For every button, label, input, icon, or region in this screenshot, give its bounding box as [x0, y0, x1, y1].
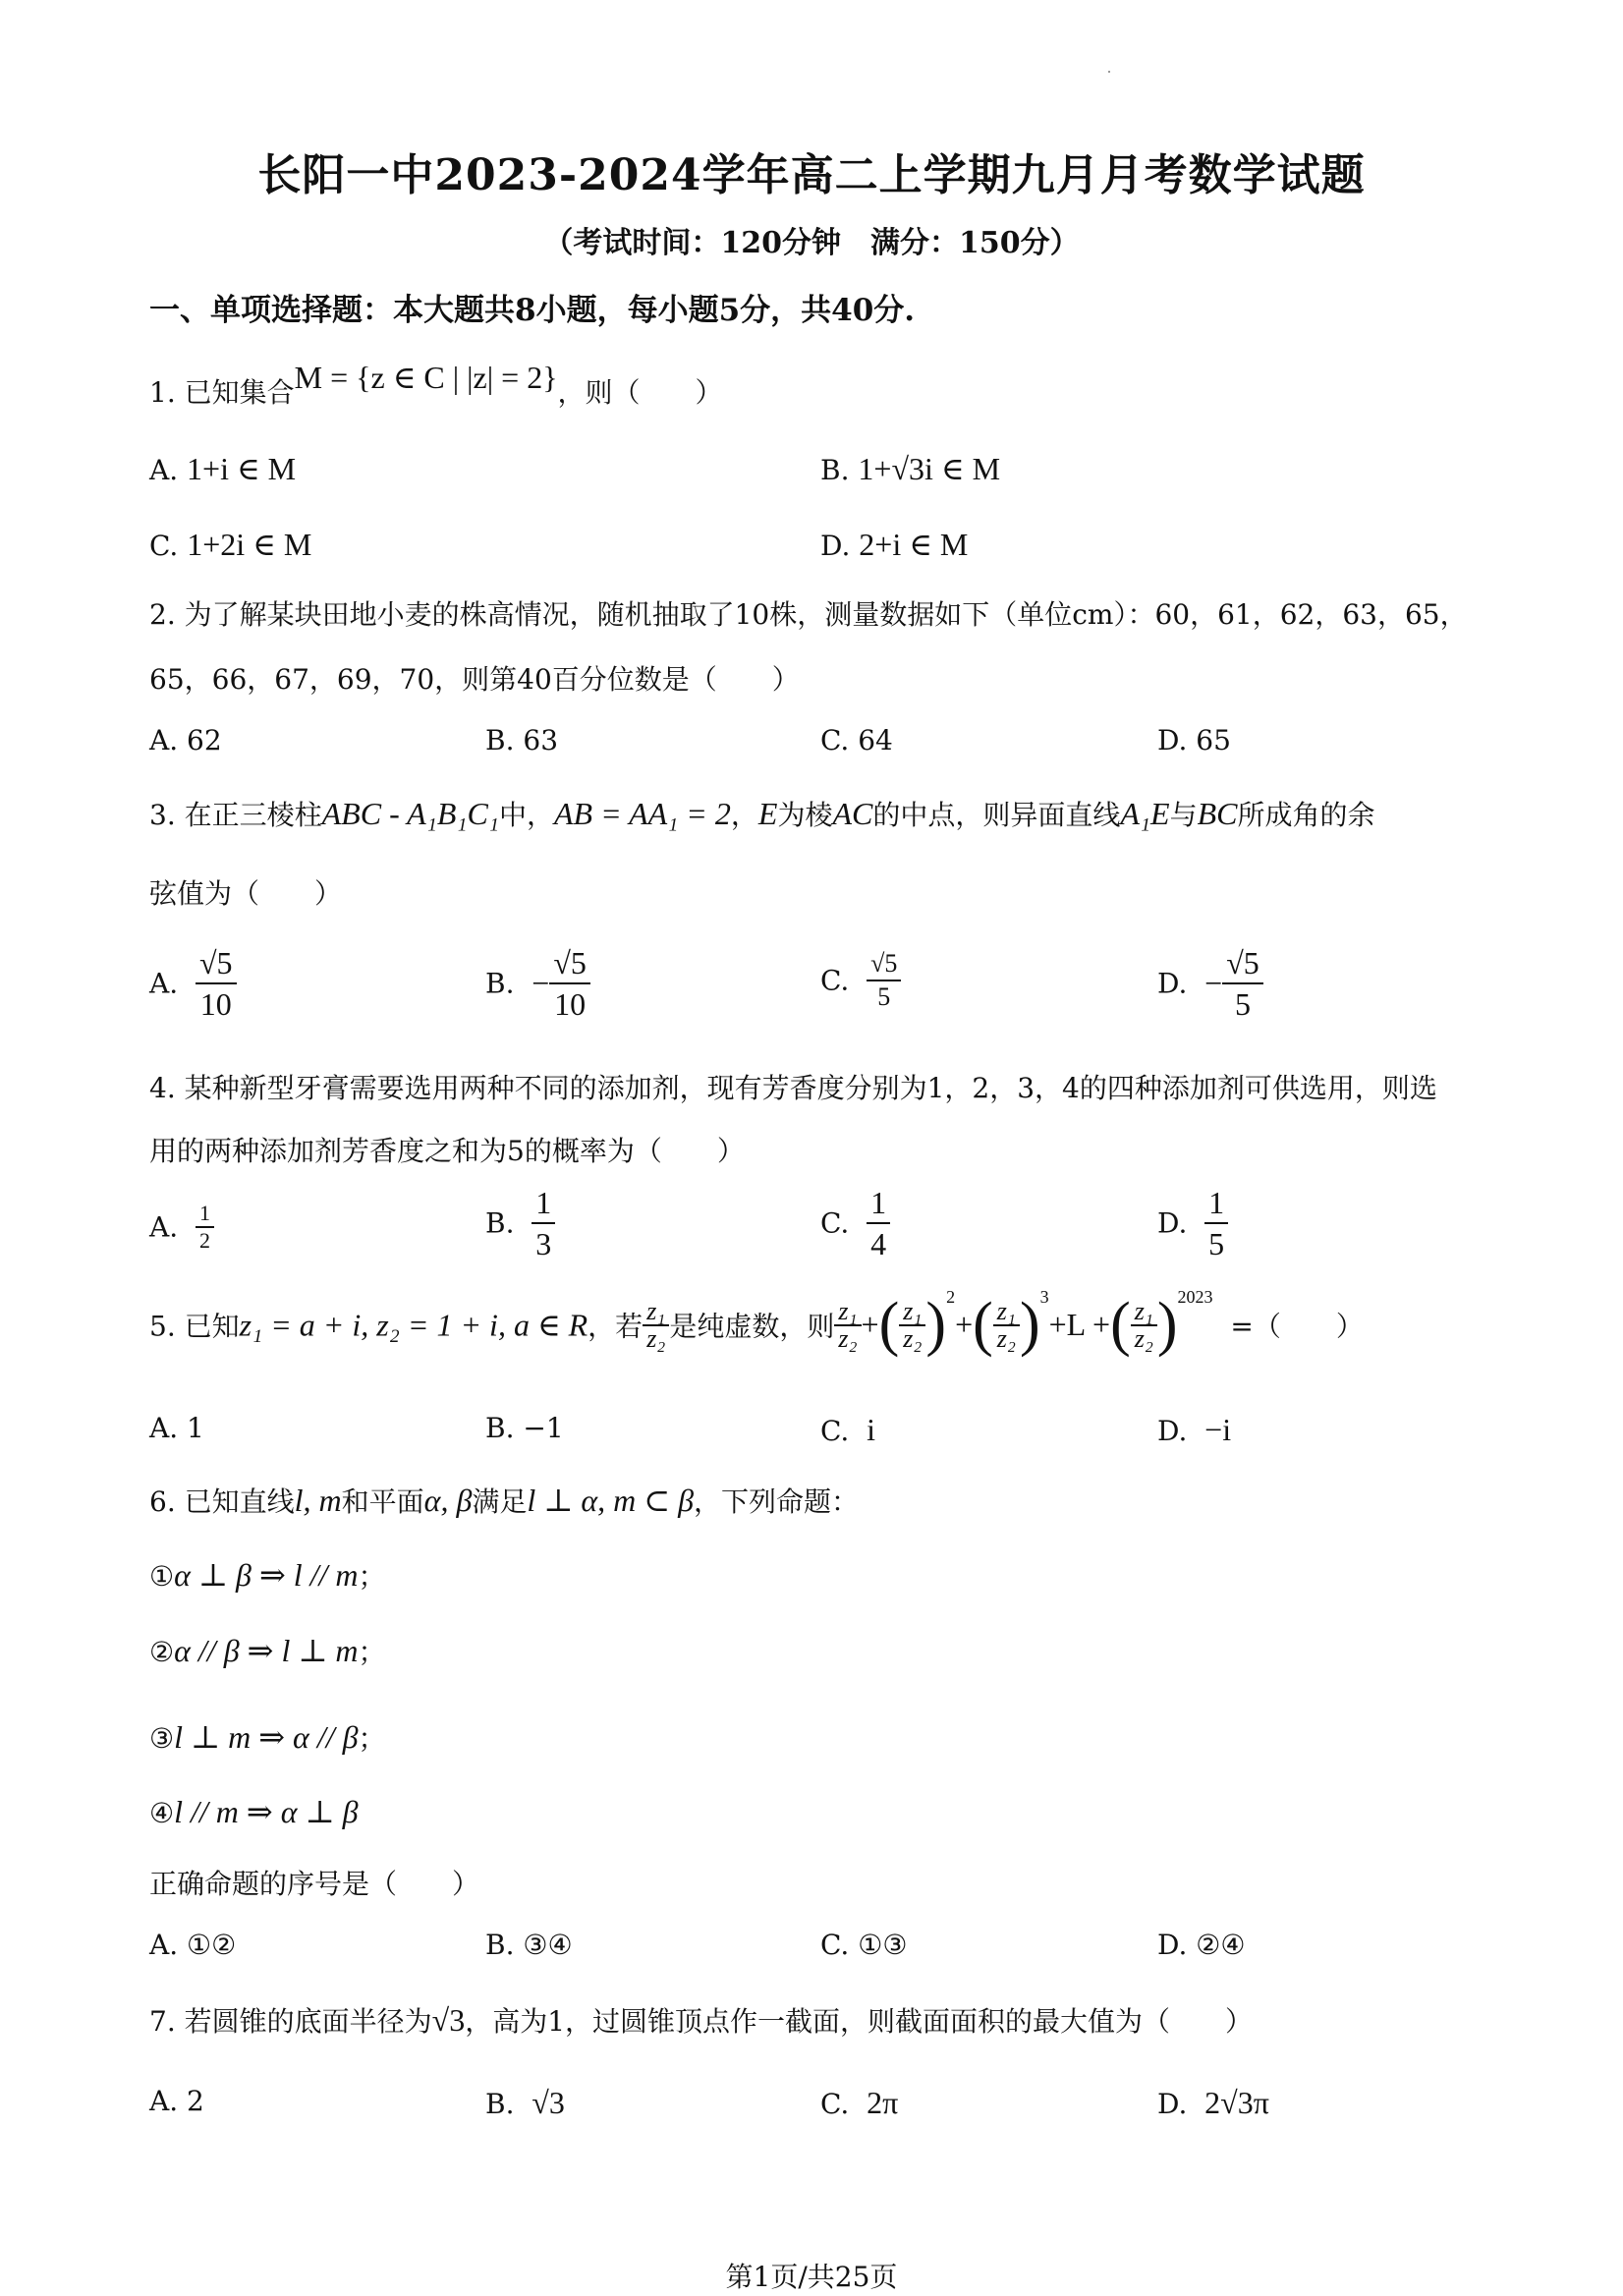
question-4-line-1: 4. 某种新型牙膏需要选用两种不同的添加剂，现有芳香度分别为1，2，3，4的四种添加剂可供选用，则选	[149, 1072, 1437, 1104]
q6-option-a: A. ①②	[149, 1929, 237, 1961]
exam-subtitle: （考试时间：120分钟 满分：150分）	[543, 226, 1080, 260]
scan-speck	[1108, 71, 1110, 73]
proposition-3: ③l ⊥ m ⇒ α // β；	[149, 1719, 386, 1755]
q3-option-c: C. $\frac{√5}{5}$	[820, 948, 901, 1013]
q4-option-a: A. $\frac{1}{2}$	[149, 1201, 214, 1254]
q1-option-c: C. 1+2i ∈ M	[149, 527, 312, 562]
q2-option-c: C. 64	[820, 724, 893, 756]
question-3-line-1: 3. 在正三棱柱ABC - A₁B₁C₁中，AB = AA₁ = 2，E为棱AC的中点，则异面直线A₁E与BC所成角的余	[149, 796, 1375, 831]
q5-option-a: A. 1	[149, 1412, 204, 1444]
q3-option-b: B. − $\frac{√5}{10}$	[485, 943, 590, 1024]
question-5-stem: 5. 已知z₁ = a + i, z₂ = 1 + i, a ∈ R，若 $\frac{\text{z₁}}{\text{z₂}}$ 是纯虚数，则 $\frac{\text{z₁}}{\text{z₂}}$ +( $\frac{\text{z₁}}{\text{z₂}}$ )$^2$+( $\frac{\text{z₁}}{\text{z₂}}$ )$^3$+L +( $\frac{\text{z₁}}{\text{z₂}}$ )$^{2023}$ =（ ）	[149, 1287, 1364, 1358]
set-m: M = {z ∈ C | |z| = 2}	[294, 360, 558, 395]
q7-option-b: B. √3	[485, 2085, 565, 2120]
q4-option-b: B. $\frac{1}{3}$	[485, 1183, 555, 1263]
q5-option-c: C. i	[820, 1412, 876, 1447]
proposition-1: ①α ⊥ β ⇒ l // m；	[149, 1557, 386, 1593]
question-2-line-2: 65，66，67，69，70，则第40百分位数是（ ）	[149, 663, 800, 696]
question-2-line-1: 2. 为了解某块田地小麦的株高情况，随机抽取了10株，测量数据如下（单位cm）：60，61，62，63，65，	[149, 598, 1468, 631]
q7-option-c: C. 2π	[820, 2085, 899, 2120]
proposition-2: ②α // β ⇒ l ⊥ m；	[149, 1633, 386, 1668]
proposition-4: ④l // m ⇒ α ⊥ β	[149, 1794, 359, 1829]
q2-option-a: A. 62	[149, 724, 222, 756]
question-6-ask: 正确命题的序号是（ ）	[149, 1868, 480, 1900]
q1-option-d: D. 2+i ∈ M	[820, 527, 969, 562]
question-4-line-2: 用的两种添加剂芳香度之和为5的概率为（ ）	[149, 1135, 745, 1167]
q7-option-a: A. 2	[149, 2085, 204, 2117]
q6-option-d: D. ②④	[1157, 1929, 1246, 1961]
q4-option-d: D. $\frac{1}{5}$	[1157, 1183, 1228, 1263]
q4-option-c: C. $\frac{1}{4}$	[820, 1183, 890, 1263]
q1-option-a: A. 1+i ∈ M	[149, 451, 297, 486]
q3-option-d: D. − $\frac{√5}{5}$	[1157, 943, 1263, 1024]
q5-option-d: D. −i	[1157, 1412, 1232, 1447]
q6-option-c: C. ①③	[820, 1929, 908, 1961]
q2-option-b: B. 63	[485, 724, 559, 756]
q1-option-b: B. 1+√3i ∈ M	[820, 451, 1001, 486]
page-number: 第1页/共25页	[725, 2261, 898, 2293]
q7-option-d: D. 2√3π	[1157, 2085, 1269, 2120]
question-1-stem: 1. 已知集合M = {z ∈ C | |z| = 2}，则（ ）	[149, 360, 723, 409]
question-3-line-2: 弦值为（ ）	[149, 877, 343, 910]
q2-option-d: D. 65	[1157, 724, 1231, 756]
section-heading: 一、单项选择题：本大题共8小题，每小题5分，共40分.	[149, 293, 916, 328]
exam-title: 长阳一中2023-2024学年高二上学期九月月考数学试题	[257, 150, 1366, 200]
q6-option-b: B. ③④	[485, 1929, 573, 1961]
question-7-stem: 7. 若圆锥的底面半径为√3，高为1，过圆锥顶点作一截面，则截面面积的最大值为（ ）	[149, 2002, 1254, 2038]
question-6-stem: 6. 已知直线l, m和平面α, β满足l ⊥ α, m ⊂ β，下列命题：	[149, 1483, 860, 1518]
q3-option-a: A. $\frac{√5}{10}$	[149, 943, 237, 1024]
q5-option-b: B. −1	[485, 1412, 564, 1444]
